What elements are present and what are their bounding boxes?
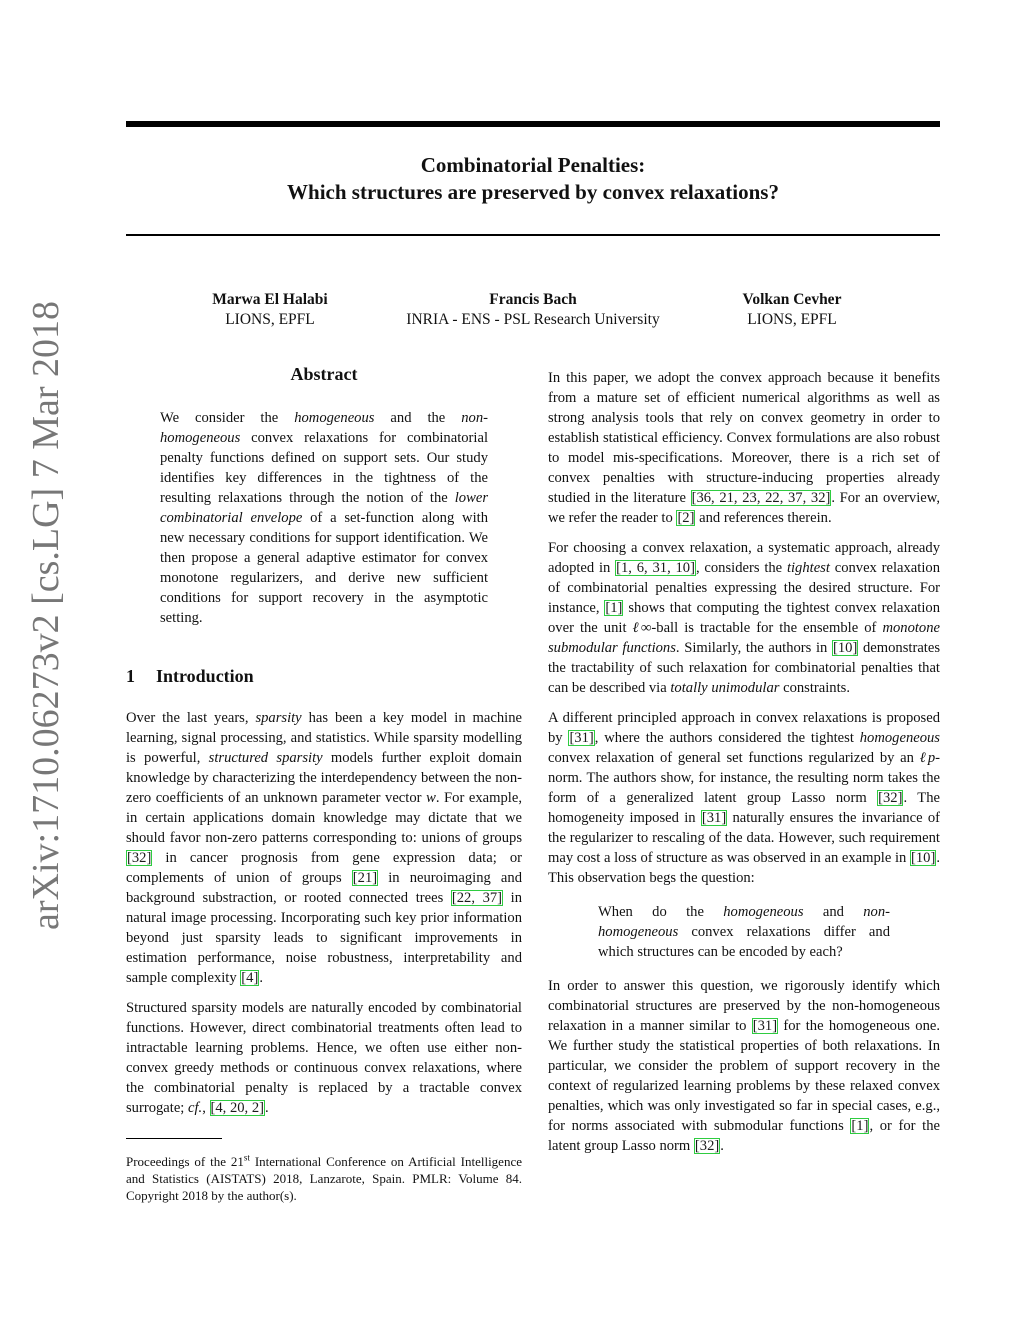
author-name: Volkan Cevher: [742, 291, 842, 308]
intro-paragraph-2: Structured sparsity models are naturally encoded by combinatorial functions. However, direct combinatorial treatments often lead to intractable learning problems. Hence, we often use either non-convex greedy methods or continuous convex relaxations, where the combinatorial penalty is replaced by a tractable convex surrogate; cf., [4, 20, 2].: [126, 1000, 522, 1116]
citation-link[interactable]: [10]: [833, 640, 858, 656]
author-2: [383, 290, 683, 330]
citation-link[interactable]: [21]: [352, 870, 378, 886]
arxiv-stamp: arXiv:1710.06273v2 [cs.LG] 7 Mar 2018: [25, 300, 67, 930]
footnote-rule: [126, 1138, 222, 1139]
left-column: [126, 362, 522, 1204]
citation-link[interactable]: [32]: [878, 790, 903, 806]
footnote: Proceedings of the 21st International Conference on Artificial Intelligence and Statistics (AISTATS) 2018, Lanzarote, Spain. PMLR: Volume 84. Copyright 2018 by the author(s).: [126, 1152, 522, 1203]
title-line-2: Which structures are preserved by convex relaxations?: [287, 180, 779, 204]
citation-link[interactable]: [1, 6, 31, 10]: [616, 560, 695, 576]
citation-link[interactable]: [31]: [752, 1018, 778, 1034]
citation-link[interactable]: [22, 37]: [451, 890, 503, 906]
research-question-quote: When do the homogeneous and non-homogeneous convex relaxations differ and which structures can be encoded by each?: [598, 904, 890, 960]
title-bottom-rule: [126, 234, 940, 236]
citation-link[interactable]: [2]: [677, 510, 695, 526]
intro-paragraph-1: Over the last years, sparsity has been a key model in machine learning, signal processing, and statistics. While sparsity modelling is powerful, structured sparsity models further exploit domain knowledge by characterizing the interdependency between the non-zero coefficients of an unknown parameter vector w. For example, in certain applications domain knowledge may dictate that we should favor non-zero patterns corresponding to: unions of groups [32] in cancer prognosis from gene expression data; or complements of union of groups [21] in neuroimaging and background substraction, or rooted connected trees [22, 37] in natural image processing. Incorporating such key prior information beyond just sparsity leads to significant improvements in estimation performance, noise robustness, interpretability and sample complexity [4].: [126, 710, 522, 986]
author-3: [702, 290, 882, 330]
right-paragraph-3: A different principled approach in convex relaxations is proposed by [31], where the authors considered the tightest homogeneous convex relaxation of general set functions regularized by an ℓp-norm. The authors show, for instance, the resulting norm takes the form of a generalized latent group Lasso norm [32]. The homogeneity imposed in [31] naturally ensures the invariance of the regularizer to rescaling of the data. However, such requirement may cost a loss of structure as was observed in an example in [10]. This observation begs the question:: [548, 710, 940, 886]
author-name: Francis Bach: [489, 291, 577, 308]
title-top-rule: [126, 121, 940, 127]
abstract-body: We consider the homogeneous and the non-homogeneous convex relaxations for combinatorial penalty functions defined on support sets. Our study identifies key differences in the tightness of the resulting relaxations through the notion of the lower combinatorial envelope of a set-function along with new necessary conditions for support identification. We then propose a general adaptive estimator for convex monotone regularizers, and derive new sufficient conditions for support recovery in the asymptotic setting.: [160, 410, 488, 626]
citation-link[interactable]: [4, 20, 2]: [210, 1100, 265, 1116]
section-heading-introduction: 1 Introduction: [126, 666, 254, 686]
author-name: Marwa El Halabi: [212, 291, 328, 308]
author-affiliation: LIONS, EPFL: [747, 311, 837, 328]
abstract-heading: Abstract: [290, 364, 358, 384]
citation-link[interactable]: [36, 21, 23, 22, 37, 32]: [691, 490, 831, 506]
citation-link[interactable]: [1]: [605, 600, 623, 616]
right-paragraph-1: In this paper, we adopt the convex approach because it benefits from a mature set of efficient numerical algorithms as well as strong analysis tools that rely on convex geometry in order to establish statistical efficiency. Convex formulations are also robust to model mis-specifications. Moreover, there is a rich set of convex penalties with structure-inducing properties already studied in the literature [36, 21, 23, 22, 37, 32]. For an overview, we refer the reader to [2] and references therein.: [548, 370, 940, 526]
author-affiliation: INRIA - ENS - PSL Research University: [406, 311, 660, 328]
citation-link[interactable]: [32]: [694, 1138, 720, 1154]
citation-link[interactable]: [32]: [127, 850, 152, 866]
author-1: [170, 290, 370, 330]
citation-link[interactable]: [1]: [851, 1118, 869, 1134]
title-line-1: Combinatorial Penalties:: [420, 153, 646, 177]
citation-link[interactable]: [31]: [701, 810, 727, 826]
citation-link[interactable]: [10]: [911, 850, 936, 866]
right-paragraph-2: For choosing a convex relaxation, a systematic approach, already adopted in [1, 6, 31, 10], considers the tightest convex relaxation of combinatorial penalties expressing the desired structure. For instance, [1] shows that computing the tightest convex relaxation over the unit ℓ∞-ball is tractable for the ensemble of monotone submodular functions. Similarly, the authors in [10] demonstrates the tractability of such relaxation for combinatorial penalties that can be described via totally unimodular constraints.: [548, 540, 941, 696]
citation-link[interactable]: [31]: [569, 730, 594, 746]
citation-link[interactable]: [4]: [241, 970, 259, 986]
author-affiliation: LIONS, EPFL: [225, 311, 315, 328]
right-paragraph-4: In order to answer this question, we rigorously identify which combinatorial structures are preserved by the non-homogeneous relaxation in a manner similar to [31] for the homogeneous one. We further study the statistical properties of both relaxations. In particular, we consider the problem of support recovery in the context of regularized learning problems by these relaxed convex penalties, which was only investigated so far in special cases, e.g., for norms associated with submodular functions [1], or for the latent group Lasso norm [32].: [548, 978, 940, 1154]
paper-title: [126, 152, 940, 206]
right-column: [548, 368, 940, 1166]
